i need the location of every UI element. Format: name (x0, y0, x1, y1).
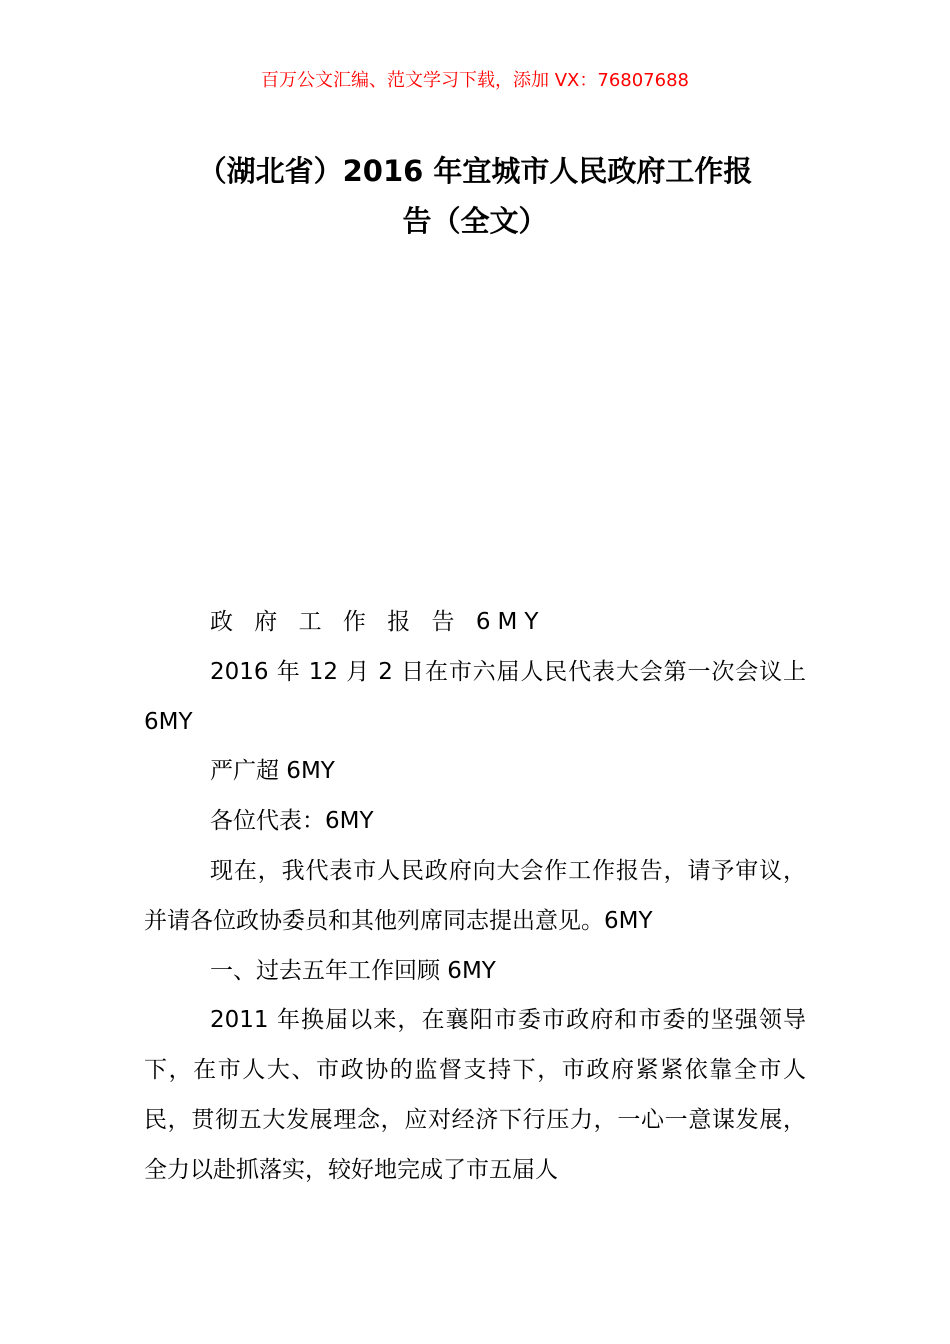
document-title (120, 146, 830, 246)
document-title-line-1: （湖北省）2016 年宜城市人民政府工作报 (197, 154, 753, 188)
section-heading: 政 府 工 作 报 告 6MY (210, 609, 546, 635)
subsection-heading: 一、过去五年工作回顾 6MY (210, 957, 496, 984)
salutation: 各位代表：6MY (210, 808, 374, 835)
meeting-date-paragraph: 2016 年 12 月 2 日在市六届人民代表大会第一次会议上 6MY (144, 658, 806, 735)
header-watermark-text: 百万公文汇编、范文学习下载，添加 VX：76807688 (261, 70, 689, 91)
document-body (144, 598, 806, 1196)
intro-paragraph: 现在，我代表市人民政府向大会作工作报告，请予审议，并请各位政协委员和其他列席同志提出意见。6MY (144, 857, 806, 934)
review-paragraph: 2011 年换届以来，在襄阳市委市政府和市委的坚强领导下，在市人大、市政协的监督支持下，市政府紧紧依靠全市人民，贯彻五大发展理念，应对经济下行压力，一心一意谋发展，全力以赴抓落实，较好地完成了市五届人 (144, 1007, 806, 1183)
document-title-line-2: 告（全文） (402, 204, 548, 238)
speaker-name: 严广超 6MY (210, 758, 335, 785)
